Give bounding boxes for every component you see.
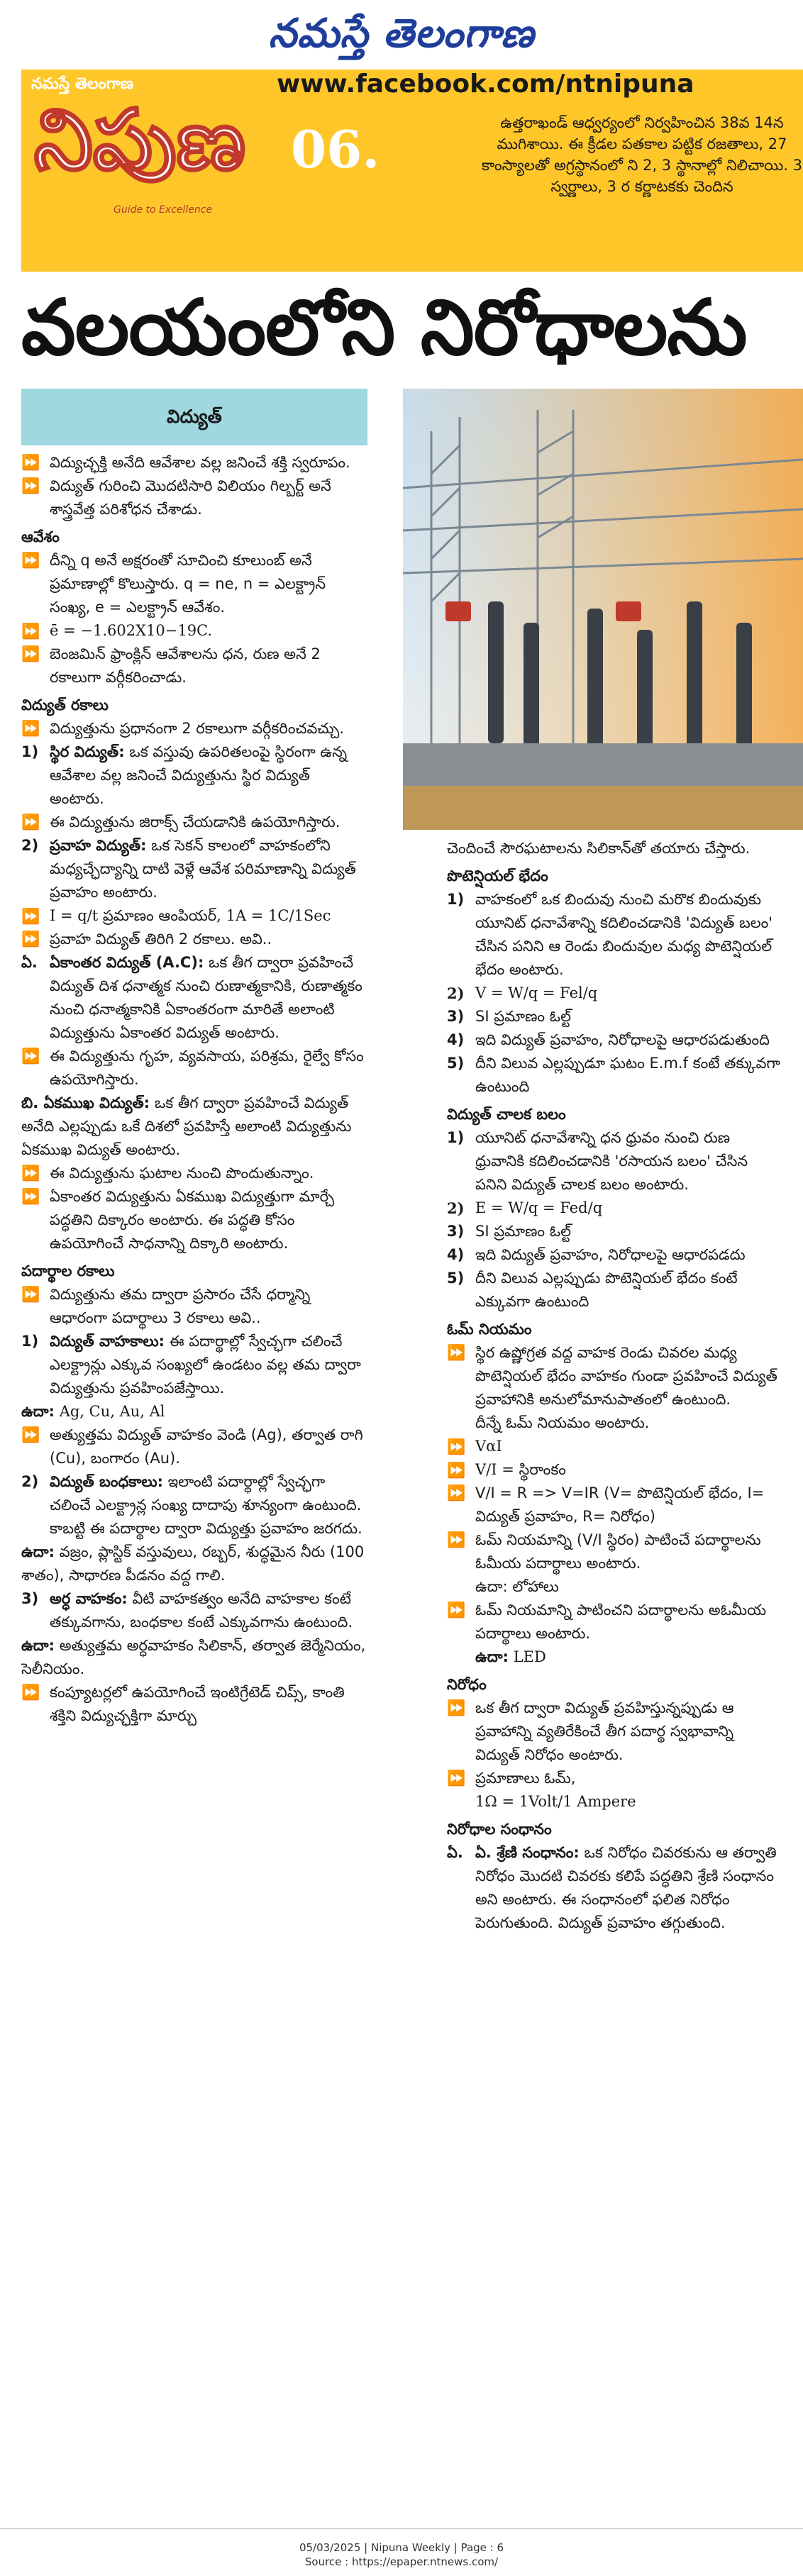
- list-item: ఏ. ఏ. శ్రేణి సంధానం: ఒక నిరోధం చివరకును ఆ తర్వాతి నిరోధం మొదటి చివరకు కలిపే పద్ధతిని శ్రేణి సంధానం అని అంటారు. ఈ సంధానంలో ఫలిత నిరోధం పెరుగుతుంది. విద్యుత్ ప్రవాహం తగ్గుతుంది.: [447, 1844, 777, 1931]
- list-item: 2) V = W/q = Fel/q: [447, 984, 598, 1002]
- list-item: 1) యూనిట్ ధనావేశాన్ని ధన ధ్రువం నుంచి రుణ ధ్రువానికి కదిలించడానికి 'రసాయన బలం' చేసిన పనిని విద్యుత్ చాలక బలం అంటారు.: [447, 1129, 748, 1193]
- list-item: ⏩ విద్యుత్తును ప్రధానంగా 2 రకాలుగా వర్గీకరించవచ్చు.: [21, 720, 344, 737]
- list-item: ⏩ దీన్ని q అనే అక్షరంతో సూచించి కూలుంబ్ అనే ప్రమాణాల్లో కొలుస్తారు. q = ne, n = ఎలక్ట్రాన్ సంఖ్య, e = ఎలక్ట్రాన్ ఆవేశం.: [21, 552, 326, 616]
- list-item: ⏩ ఈ విద్యుత్తును ఘటాల నుంచి పొందుతున్నాం.: [21, 1165, 314, 1182]
- substation-illustration: [403, 389, 803, 830]
- masthead: [0, 0, 803, 67]
- footer-date-line: 05/03/2025 | Nipuna Weekly | Page : 6: [299, 2541, 504, 2554]
- example-line: ఉదా: వజ్రం, ప్లాస్టిక్ వస్తువులు, రబ్బర్, శుద్ధమైన నీరు (100 శాతం), సాధారణ పీడనం వద్ద గాలి.: [21, 1543, 365, 1584]
- brand-small: నమస్తే తెలంగాణ: [31, 75, 134, 93]
- brand-main: నిపుణ: [34, 91, 246, 189]
- list-item: ⏩ I = q/t ప్రమాణం ఆంపియర్, 1A = 1C/1Sec: [21, 907, 331, 925]
- list-item: 1) వాహకంలో ఒక బిందువు నుంచి మరొక బిందువుకు యూనిట్ ధనావేశాన్ని కదిలించడానికి 'విద్యుత్ బలం' చేసిన పనిని ఆ రెండు బిందువుల మధ్య పొటెన్షియల్ భేదం అంటారు.: [447, 891, 773, 978]
- list-item: ⏩ ఈ విద్యుత్తును జిరాక్స్ చేయడానికి ఉపయోగిస్తారు.: [21, 814, 340, 831]
- list-item: ⏩ కంప్యూటర్లలో ఉపయోగించే ఇంటిగ్రేటెడ్ చిప్స్, కాంతి శక్తిని విద్యుచ్ఛక్తిగా మార్చు: [21, 1684, 345, 1724]
- list-item: ఏ. ఏకాంతర విద్యుత్ (A.C): ఒక తీగ ద్వారా ప్రవహించే విద్యుత్ దిశ ధనాత్మక నుంచి రుణాత్మకానికి, రుణాత్మకం నుంచి ధనాత్మకానికి ఏకాంతరంగా మారితే అలాంటి విద్యుత్తును ఏకాంతర విద్యుత్ అంటారు.: [21, 954, 362, 1041]
- nipuna-banner: [21, 70, 803, 272]
- formula-line: 1Ω = 1Volt/1 Ampere: [475, 1793, 636, 1810]
- subheading: విద్యుత్ చాలక బలం: [447, 1106, 566, 1123]
- middle-column: [447, 837, 780, 1935]
- list-item: 5) దీని విలువ ఎల్లప్పుడు పొటెన్షియల్ భేదం కంటే ఎక్కువగా ఉంటుంది: [447, 1270, 738, 1310]
- list-item: ⏩ విద్యుత్ గురించి మొదటిసారి విలియం గిల్బర్ట్ అనే శాస్త్రవేత్త పరిశోధన చేశాడు.: [21, 477, 331, 518]
- list-item: ⏩ V/I = స్థిరాంకం: [447, 1461, 566, 1479]
- list-item: ⏩ స్థిర ఉష్ణోగ్రత వద్ద వాహక రెండు చివరల మధ్య పొటెన్షియల్ భేదం వాహకం గుండా ప్రవహించే విద్యుత్ ప్రవాహానికి అనులోమానుపాతంలో ఉంటుంది.: [447, 1344, 777, 1408]
- list-item: 4) ఇది విద్యుత్ ప్రవాహం, నిరోధాలపై ఆధారపడదు: [447, 1246, 746, 1263]
- list-item: 5) దీని విలువ ఎల్లప్పుడూ ఘటం E.m.f కంటే తక్కువగా ఉంటుంది: [447, 1055, 780, 1095]
- list-item: 2) ప్రవాహ విద్యుత్: ఒక సెకన్ కాలంలో వాహకంలోని మధ్యచ్ఛేద్యాన్ని దాటి వెళ్లే ఆవేశ పరిమాణాన్ని విద్యుత్ ప్రవాహం అంటారు.: [21, 837, 356, 901]
- banner-teaser: ఉత్తరాఖండ్ ఆధ్వర్యంలో నిర్వహించిన 38వ 14న ముగిశాయి. ఈ క్రీడల పతకాల పట్టిక రజతాలు, 27 కాంస్యాలతో అగ్రస్థానంలో ని 2, 3 స్థానాల్లో నిలిచాయి. 3 స్వర్ణాలు, 3 ర కర్ణాటకకు చెందిన: [482, 114, 802, 195]
- list-item: 2) E = W/q = Fed/q: [447, 1199, 603, 1217]
- left-column: [21, 389, 367, 1728]
- example-line: ఉదా: LED: [475, 1648, 546, 1665]
- list-item: ⏩ VαI: [447, 1438, 502, 1455]
- list-item: 4) ఇది విద్యుత్ ప్రవాహం, నిరోధాలపై ఆధారపడుతుంది: [447, 1031, 770, 1048]
- list-item: ⏩ బెంజమిన్ ఫ్రాంక్లిన్ ఆవేశాలను ధన, రుణ అనే 2 రకాలుగా వర్గీకరించాడు.: [21, 645, 321, 686]
- example-line: ఉదా: అత్యుత్తమ అర్ధవాహకం సిలికాన్, తర్వాత జెర్మేనియం, సెలీనియం.: [21, 1637, 366, 1677]
- page-footer: [0, 2541, 803, 2569]
- article-headline: వలయంలోని నిరోధాలను: [21, 284, 747, 372]
- footer-divider: [0, 2528, 803, 2529]
- list-item: ⏩ ప్రవాహ విద్యుత్ తిరిగి 2 రకాలు. అవి..: [21, 931, 272, 948]
- subheading: నిరోధం: [447, 1676, 487, 1693]
- facebook-url[interactable]: www.facebook.com/ntnipuna: [277, 70, 694, 99]
- section-header: విద్యుత్: [21, 389, 367, 445]
- list-item: ⏩ ఓమ్ నియమాన్ని (V/I స్థిరం) పాటించే పదార్థాలను ఓమీయ పదార్థాలు అంటారు.: [447, 1531, 761, 1572]
- subheading: నిరోధాల సంధానం: [447, 1821, 552, 1838]
- electric-substation-photo: [403, 389, 803, 830]
- brand-tagline: Guide to Excellence: [113, 204, 213, 216]
- list-item: 1) స్థిర విద్యుత్: ఒక వస్తువు ఉపరితలంపై స్థిరంగా ఉన్న ఆవేశాల వల్ల జనించే విద్యుత్తును స్థిర విద్యుత్ అంటారు.: [21, 743, 348, 807]
- list-item: 1) విద్యుత్ వాహకాలు: ఈ పదార్థాల్లో స్వేచ్ఛగా చలించే ఎలక్ట్రాన్లు ఎక్కువ సంఖ్యలో ఉండటం వల్ల తమ ద్వారా విద్యుత్తును ప్రవహింపజేస్తాయి.: [21, 1333, 361, 1397]
- list-item: 3) SI ప్రమాణం ఓల్ట్: [447, 1223, 571, 1240]
- list-item: ⏩ అత్యుత్తమ విద్యుత్ వాహకం వెండి (Ag), తర్వాత రాగి (Cu), బంగారం (Au).: [21, 1426, 363, 1467]
- list-item: ⏩ ఓమ్ నియమాన్ని పాటించని పదార్థాలను అఓమీయ పదార్థాలు అంటారు.: [447, 1601, 767, 1642]
- list-item: ⏩ ē = −1.602X10−19C.: [21, 622, 213, 640]
- example-line: ఉదా: లోహాలు: [475, 1578, 559, 1595]
- newspaper-title: నమస్తే తెలంగాణ: [268, 10, 535, 57]
- list-item: ⏩ ఏకాంతర విద్యుత్తును ఏకముఖ విద్యుత్తుగా మార్చే పద్ధతిని దిక్కారం అంటారు. ఈ పద్ధతి కోసం ఉపయోగించే సాధనాన్ని దిక్కారి అంటారు.: [21, 1188, 335, 1252]
- list-item: ⏩ V/I = R => V=IR (V= పొటెన్షియల్ భేదం, I= విద్యుత్ ప్రవాహం, R= నిరోధం): [447, 1484, 765, 1525]
- list-item: ⏩ ఒక తీగ ద్వారా విద్యుత్ ప్రవహిస్తున్నప్పుడు ఆ ప్రవాహాన్ని వ్యతిరేకించే తీగ పదార్థ స్వభావాన్ని విద్యుత్ నిరోధం అంటారు.: [447, 1699, 734, 1763]
- subheading: ఓమ్ నియమం: [447, 1321, 532, 1338]
- list-item: ⏩ ప్రమాణాలు ఓమ్,: [447, 1770, 576, 1787]
- list-item: 3) SI ప్రమాణం ఓల్ట్: [447, 1008, 571, 1025]
- subheading: ఆవేశం: [21, 528, 60, 545]
- subheading: విద్యుత్ రకాలు: [21, 696, 109, 714]
- list-item: ⏩ విద్యుచ్ఛక్తి అనేది ఆవేశాల వల్ల జనించే శక్తి స్వరూపం.: [21, 454, 350, 471]
- subheading: పదార్థాల రకాలు: [21, 1262, 115, 1279]
- example-line: ఉదా: Ag, Cu, Au, Al: [21, 1403, 165, 1420]
- list-item: ⏩ ఈ విద్యుత్తును గృహ, వ్యవసాయ, పరిశ్రమ, రైల్వే కోసం ఉపయోగిస్తారు.: [21, 1048, 364, 1088]
- list-item: 3) అర్ధ వాహకం: వీటి వాహకత్వం అనేది వాహకాల కంటే తక్కువగాను, బంధకాల కంటే ఎక్కువగాను ఉంటుంది.: [21, 1590, 353, 1631]
- footer-source-line[interactable]: Source : https://epaper.ntnews.com/: [304, 2555, 499, 2568]
- issue-number: 06.: [291, 119, 380, 179]
- list-item: ⏩ విద్యుత్తును తమ ద్వారా ప్రసారం చేసే ధర్మాన్ని ఆధారంగా పదార్థాలు 3 రకాలు అవి..: [21, 1286, 311, 1326]
- paragraph: దీన్నే ఓమ్ నియమం అంటారు.: [475, 1414, 650, 1431]
- nipuna-logo: [21, 70, 248, 272]
- list-item: బి. ఏకముఖ విద్యుత్: ఒక తీగ ద్వారా ప్రవహించే విద్యుత్ అనేది ఎల్లప్పుడు ఒకే దిశలో ప్రవహిస్తే అలాంటి విద్యుత్తును ఏకముఖ విద్యుత్ అంటారు.: [21, 1094, 352, 1158]
- list-item: 2) విద్యుత్ బంధకాలు: ఇలాంటి పదార్థాల్లో స్వేచ్ఛగా చలించే ఎలక్ట్రాన్ల సంఖ్య దాదాపు శూన్యంగా ఉంటుంది. కాబట్టి ఈ పదార్థాల ద్వారా విద్యుత్తు ప్రవాహం జరగదు.: [21, 1473, 362, 1537]
- paragraph: చెందించే సౌరఘటాలను సిలికాన్‌తో తయారు చేస్తారు.: [447, 840, 751, 857]
- subheading: పొటెన్షియల్ భేదం: [447, 867, 548, 884]
